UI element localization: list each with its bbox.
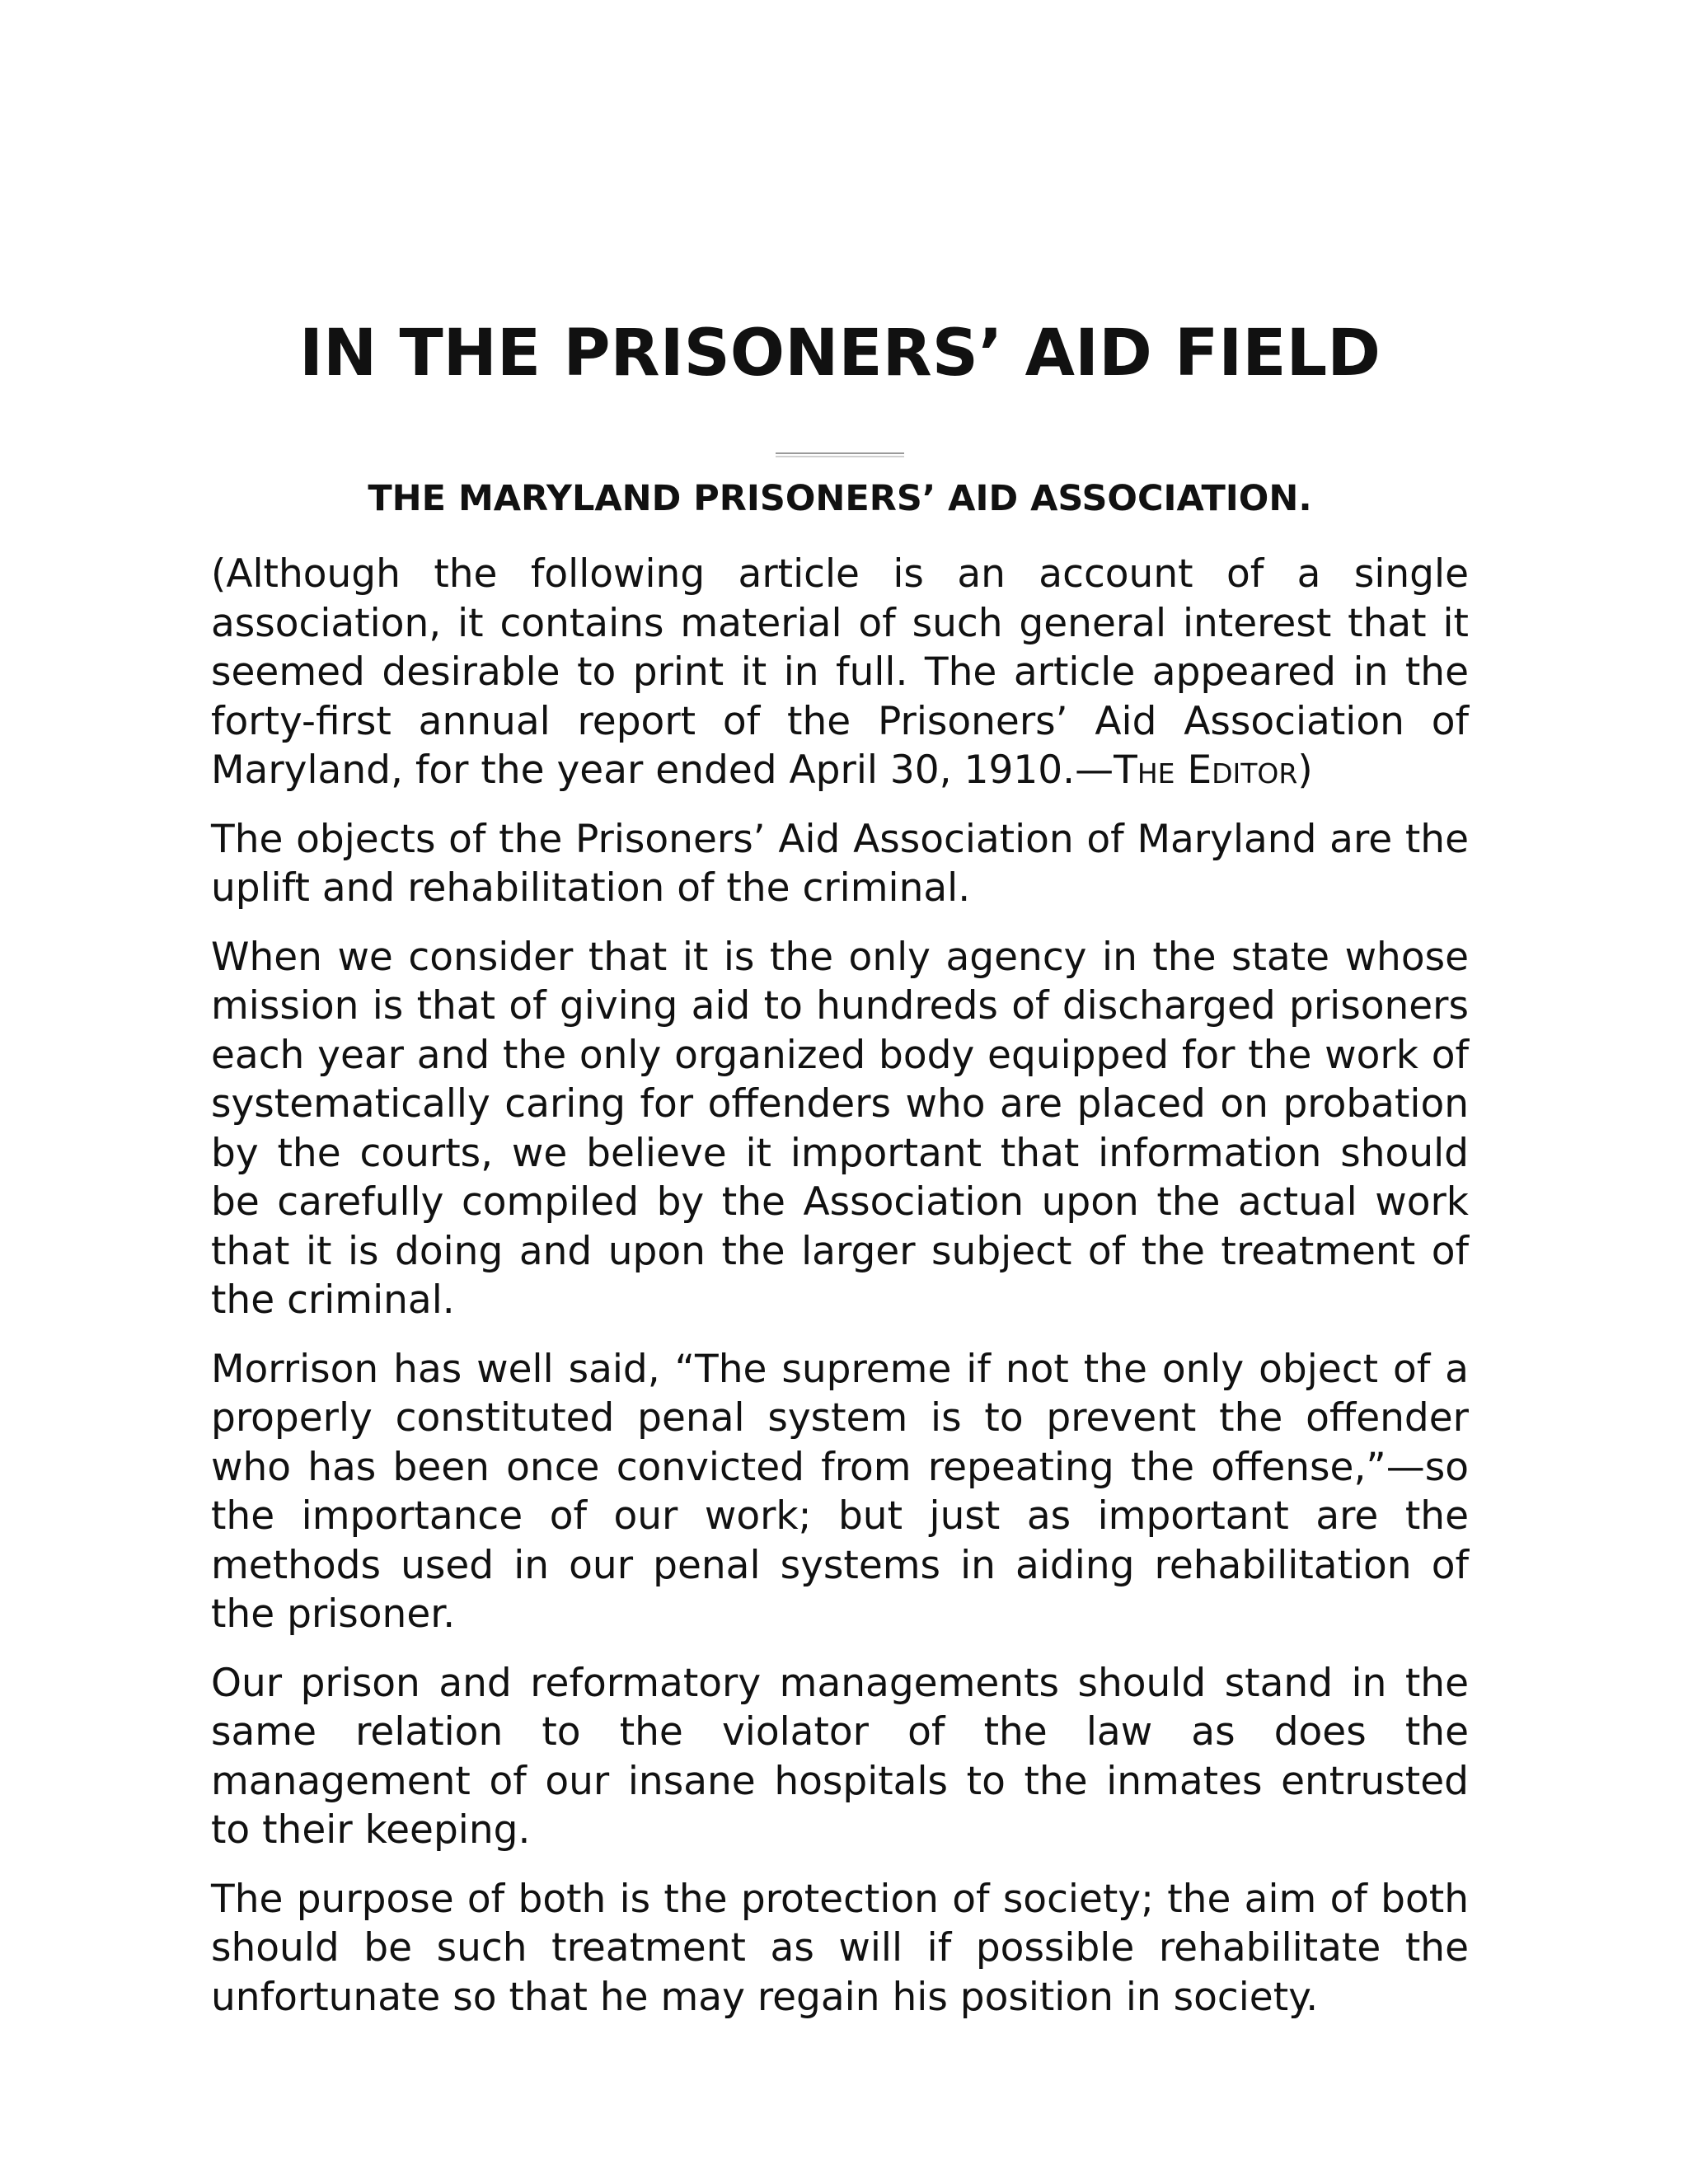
editor-signature: The Editor [1114,748,1298,793]
body-paragraph-5: The purpose of both is the protection of society; the aim of both should be such treatment as will if possible rehabilitate the unfortunate so that he may regain his position in society. [211,1876,1469,2020]
body-paragraph-2: When we consider that it is the only agency in the state whose mission is that of giving aid to hundreds of discharged prisoners each year and the only organized body equipped for the work of systematically caring for offenders who are placed on probation by the courts, we believe it important that information should be carefully compiled by the Association upon the actual work that it is doing and upon the larger subject of the treatment of the criminal. [211,934,1469,1323]
article-title: IN THE PRISONERS’ AID FIELD [298,316,1381,391]
article [211,316,1469,2022]
body-paragraph-3: Morrison has well said, “The supreme if not the only object of a properly constituted penal system is to prevent the offender who has been once convicted from repeating the offense,”—so the importance of our work; but just as important are the methods used in our penal systems in aiding rehabilitation of the prisoner. [211,1346,1469,1637]
divider-rule [776,452,904,457]
body-paragraph-4: Our prison and reformatory managements should stand in the same relation to the violator of the law as does the management of our insane hospitals to the inmates entrusted to their keeping. [211,1660,1469,1853]
title-divider [211,445,1469,457]
editor-note-text: (Although the following article is an account of a single association, it contains material of such general interest that it seemed desirable to print it in full. The article appeared in the forty-first annual report of the Prisoners’ Aid Association of Maryland, for the year ended April 30, 1910.— [211,551,1469,793]
editor-note-closing: ) [1297,748,1313,793]
body-paragraph-1: The objects of the Prisoners’ Aid Association of Maryland are the uplift and rehabilitation of the criminal. [211,816,1469,911]
article-subtitle: THE MARYLAND PRISONERS’ AID ASSOCIATION. [368,478,1312,519]
editor-note [211,550,1469,795]
